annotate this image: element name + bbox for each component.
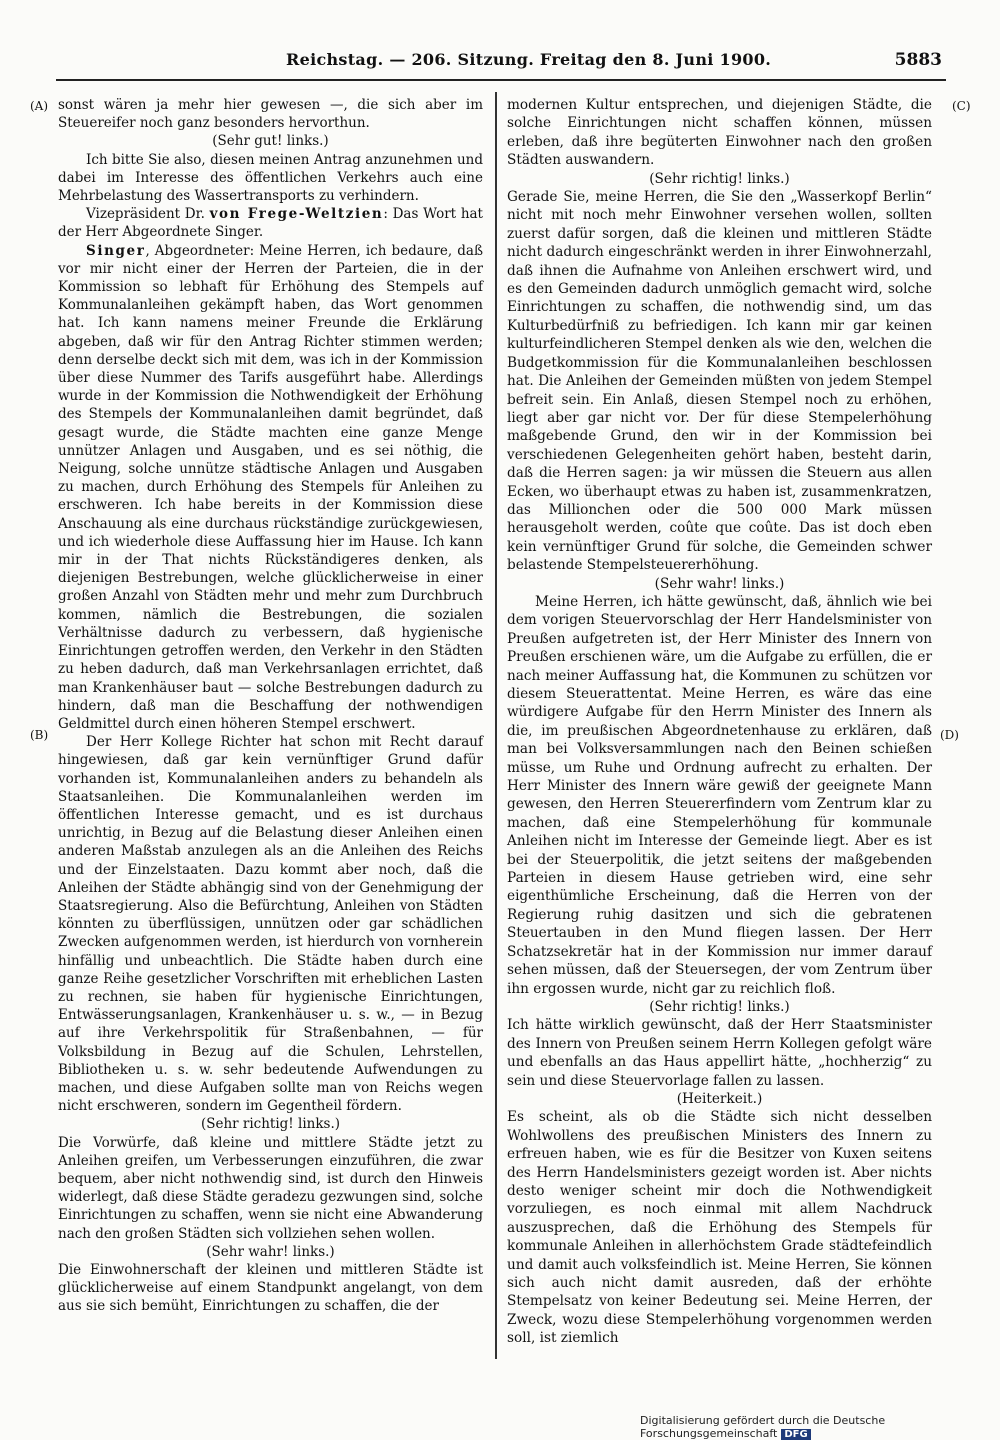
speaker-text: , Abgeordneter: Meine Herren, ich bedaure, daß vor mir nicht einer der Herren der Parteien, die in der Kommission so lebhaft für Erhöhung des Stempels auf Kommunalanleihen gekämpft haben, das Wort genommen hat. Ich kann namens meiner Freunde die Erklärung abgeben, daß wir für den Antrag Richter stimmen werden; denn derselbe deckt sich mit dem, was ich in der Kommission über diese Nummer des Tarifs ausgeführt habe. Allerdings wurde in der Kommission die Nothwendigkeit der Erhöhung des Stempels der Kommunalanleihen damit begründet, daß gesagt wurde, die Städte machten eine ganze Menge unnützer Anlagen und Ausgaben, und es sei nöthig, die Neigung, solche unnütze städtische Anlagen und Ausgaben zu machen, durch Erhöhung des Stempels für Anleihen zu erschweren. Ich habe bereits in der Kommission diese Anschauung als eine durchaus rückständige zurückgewiesen, und ich wiederhole diese Auffassung hier im Hause. Ich kann mir in der That nichts Rückständigeres denken, als diejenigen Bestrebungen, welche glücklicherweise in einer großen Anzahl von Städten mehr und mehr zum Durchbruch kommen, nämlich die Bestrebungen, die sozialen Verhältnisse dadurch zu verbessern, daß hygienische Einrichtungen getroffen werden, den Verkehr in den Städten zu heben dadurch, daß man Verkehrsanlagen errichtet, daß man Krankenhäuser baut — solche Bestrebungen dadurch zu hindern, daß man die Beschaffung der nothwendigen Geldmittel durch einen höheren Stempel erschwert. — [58, 242, 483, 732]
margin-marker-b: (B) — [30, 728, 49, 742]
interjection: (Sehr richtig! links.) — [649, 998, 790, 1015]
paragraph: Der Herr Kollege Richter hat schon mit Recht darauf hingewiesen, daß gar kein vernünftiger Grund dafür vorhanden ist, Kommunalanleihen anders zu behandeln als Staatsanleihen. Die Kommunalanleihen werden im öffentlichen Interesse gemacht, und es ist durchaus unrichtig, in Bezug auf die Belastung dieser Anleihen einen anderen Maßstab anzulegen als an die Anleihen des Reichs und der Einzelstaaten. Dazu kommt aber noch, daß die Anleihen der Städte abhängig sind von der Genehmigung der Staatsregierung. Also die Befürchtung, Anleihen von Städten könnten zu überflüssigen, unnützen oder gar schädlichen Zwecken aufgenommen werden, ist hierdurch von vornherein hinfällig und unbeachtlich. Die Städte haben durch eine ganze Reihe gesetzlicher Vorschriften mit erheblichen Lasten zu rechnen, sie haben für hygienische Einrichtungen, Entwässerungsanlagen, Krankenhäuser u. s. w., — in Bezug auf ihre Verkehrspolitik für Straßenbahnen, — für Volksbildung in Bezug auf die Schulen, Lehrstellen, Bibliotheken u. s. w. sehr bedeutende Aufwendungen zu machen, und diese Aufgaben sollte man von Reichs wegen nicht erschweren, sondern im Gegentheil fördern. — [58, 734, 483, 1115]
page-number: 5883 — [894, 50, 942, 70]
column-divider — [495, 92, 497, 1359]
running-header — [0, 50, 1000, 76]
paragraph: Gerade Sie, meine Herren, die Sie den „Wasserkopf Berlin“ nicht mit noch mehr Einwohner versehen wollen, sollten zuerst dafür sorgen, daß die kleinen und mittleren Städte nicht dadurch eingeschränkt werden in ihrer Einwohnerzahl, daß ihnen die Aufnahme von Anleihen erschwert wird, und es den Gemeinden dadurch unmöglich gemacht wird, solche Einrichtungen zu schaffen, die nothwendig sind, um das Kulturbedürfniß zu befriedigen. Ich kann mir gar keinen kulturfeindlicheren Stempel denken als wie den, welchen die Budgetkommission für die Kommunalanleihen beschlossen hat. Die Anleihen der Gemeinden müßten von jedem Stempel befreit sein. Ein Anlaß, diesen Stempel noch zu erhöhen, liegt aber gar nicht vor. Der für diese Stempelerhöhung maßgebende Grund, den wir in der Kommission bei verschiedenen Gelegenheiten gehört haben, besteht darin, daß die Herren sagen: ja wir müssen die Steuern aus allen Ecken, wo überhaupt etwas zu haben ist, zusammenkratzen, das Millionchen oder die 500 000 Mark müssen herausgeholt werden, coûte que coûte. Das ist doch eben kein vernünftiger Grund für solche, die Gemeinden schwer belastende Stempelsteuererhöhung. — [507, 189, 932, 574]
speaker-text: : Das Wort hat der Herr Abgeordnete Singer. — [58, 206, 483, 241]
right-column — [507, 96, 932, 1348]
interjection: (Sehr wahr! links.) — [654, 575, 785, 592]
margin-marker-c: (C) — [952, 99, 971, 113]
dfg-logo: DFG — [781, 1429, 810, 1440]
paragraph: Ich bitte Sie also, diesen meinen Antrag anzunehmen und dabei im Interesse des öffentlichen Verkehrs auch eine Mehrbelastung des Wassertransports zu verhindern. — [58, 151, 483, 205]
footer-text: Digitalisierung gefördert durch die Deutsche Forschungsgemeinschaft — [640, 1414, 886, 1440]
paragraph: Es scheint, als ob die Städte sich nicht desselben Wohlwollens des preußischen Ministers des Innern zu erfreuen haben, wie es für die Besitzer von Kuxen seitens des Herrn Handelsministers gezeigt worden ist. Aber nichts desto weniger scheint mir doch die Nothwendigkeit vorzuliegen, es noch einmal mit allem Nachdruck auszusprechen, daß die Erhöhung des Stempels für kommunale Anleihen in allerhöchstem Grade städtefeindlich und damit auch volksfeindlich ist. Meine Herren, Sie können sich auch nicht damit ausreden, daß der erhöhte Stempelsatz von keiner Bedeutung sei. Meine Herren, der Zweck, wozu diese Stempelerhöhung vorgenommen werden soll, ist ziemlich — [507, 1109, 932, 1347]
margin-marker-d: (D) — [940, 728, 959, 742]
interjection: (Sehr gut! links.) — [212, 133, 329, 150]
speaker-paragraph — [58, 242, 483, 733]
speaker-paragraph — [58, 205, 483, 241]
speaker-title: Vizepräsident Dr. — [86, 206, 210, 223]
paragraph: Ich hätte wirklich gewünscht, daß der Herr Staatsminister des Innern von Preußen seinem Herrn Kollegen gefolgt wäre und ebenfalls an das Haus appellirt hätte, „hochherzig“ zu sein und diese Steuervorlage fallen zu lassen. — [507, 1017, 932, 1089]
paragraph: modernen Kultur entsprechen, und diejenigen Städte, die solche Einrichtungen nicht schaffen können, müssen erleben, daß ihre begüterten Einwohner nach den großen Städten auswandern. — [507, 97, 932, 169]
paragraph: Meine Herren, ich hätte gewünscht, daß, ähnlich wie bei dem vorigen Steuervorschlag der Herr Handelsminister von Preußen aufgetreten ist, der Herr Minister des Innern von Preußen erschienen wäre, um die Aufgabe zu erfüllen, die er nach meiner Auffassung hat, die Kommunen zu schützen vor diesem Steuerattentat. Meine Herren, es wäre das eine würdigere Aufgabe für den Herrn Minister des Innern als die, im preußischen Abgeordnetenhause zu erklären, daß man bei Volksversammlungen nach den Beinen schießen müsse, um Ruhe und Ordnung aufrecht zu erhalten. Der Herr Minister des Innern wäre gewiß der geeignete Mann gewesen, den Herren Steuererfindern vom Zentrum klar zu machen, daß eine Stempelerhöhung für kommunale Anleihen nicht im Interesse der Gemeinde liegt. Aber es ist bei der Steuerpolitik, die jetzt seitens der maßgebenden Parteien in diesem Hause getrieben wird, eine sehr eigenthümliche Erscheinung, daß die Herren von der Regierung ruhig dasitzen und sich die gebratenen Steuertauben in den Mund fliegen lassen. Der Herr Schatzsekretär hat in der Kommission nur immer darauf sehen müssen, daß der Steuersegen, der vom Zentrum über ihn ergossen wurde, nicht gar zu reichlich floß. — [507, 593, 932, 997]
paragraph: sonst wären ja mehr hier gewesen —, die sich aber im Steuereifer noch ganz besonders hervorthun. — [58, 97, 483, 132]
interjection: (Sehr richtig! links.) — [200, 1116, 341, 1133]
interjection: (Sehr richtig! links.) — [649, 170, 790, 187]
paragraph: Die Vorwürfe, daß kleine und mittlere Städte jetzt zu Anleihen greifen, um Verbesserungen einzuführen, die zwar bequem, aber nicht nothwendig sind, ist durch den Hinweis widerlegt, daß diese Städte geradezu gezwungen sind, solche Einrichtungen zu schaffen, wenn sie nicht eine Abwanderung nach den großen Städten sich vollziehen sehen wollen. — [58, 1134, 483, 1242]
interjection: (Heiterkeit.) — [676, 1090, 763, 1107]
margin-marker-a: (A) — [30, 99, 49, 113]
running-title: Reichstag. — 206. Sitzung. Freitag den 8. Juni 1900. — [286, 50, 772, 69]
digitization-footer — [640, 1414, 1000, 1440]
speaker-name: von Frege-Weltzien — [209, 206, 384, 223]
speaker-name: Singer — [86, 242, 146, 259]
interjection: (Sehr wahr! links.) — [206, 1243, 335, 1260]
paragraph: Die Einwohnerschaft der kleinen und mittleren Städte ist glücklicherweise auf einem Standpunkt angelangt, von dem aus sie sich bemüht, Einrichtungen zu schaffen, die der — [58, 1262, 483, 1315]
left-column — [58, 96, 483, 1316]
header-rule — [56, 79, 946, 81]
